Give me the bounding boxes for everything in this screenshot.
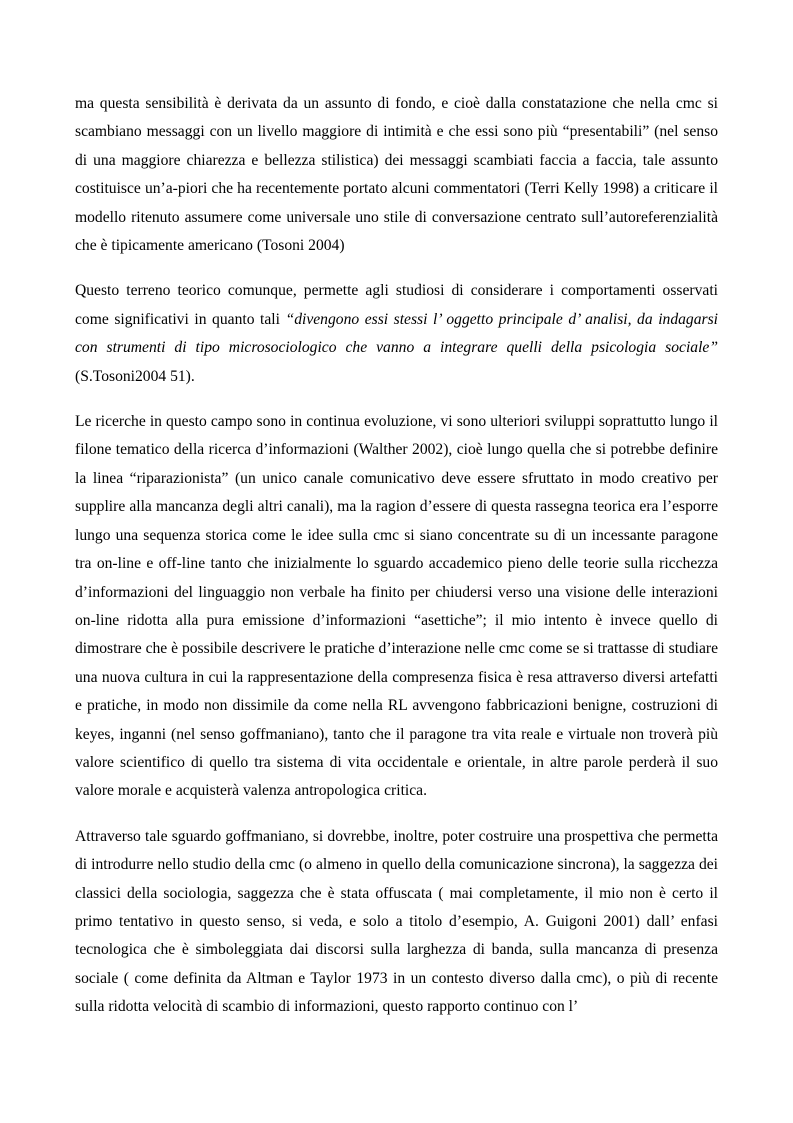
paragraph-2-citation: (S.Tosoni2004 51). xyxy=(75,367,195,385)
paragraph-4: Attraverso tale sguardo goffmaniano, si dovrebbe, inoltre, poter costruire una prospettiva che permetta di introdurre nello studio della cmc (o almeno in quello della comunicazione sincrona), la saggezza dei classici della sociologia, saggezza che è stata offuscata ( mai completamente, il mio non è certo il primo tentativo in questo senso, si veda, e solo a titolo d’esempio, A. Guigoni 2001) dall’ enfasi tecnologica che è simboleggiata dai discorsi sulla larghezza di banda, sulla mancanza di presenza sociale ( come definita da Altman e Taylor 1973 in un contesto diverso dalla cmc), o più di recente sulla ridotta velocità di scambio di informazioni, questo rapporto continuo con l’ xyxy=(75,827,718,1016)
paragraph-2 xyxy=(75,277,718,391)
document-page xyxy=(75,90,718,1039)
paragraph-2-quote: “divengono essi stessi l’ oggetto principale d’ analisi, da indagarsi con strumenti di tipo microsociologico che vanno a integrare quelli della psicologia sociale” xyxy=(75,310,718,357)
paragraph-2-lead: Questo terreno teorico comunque, permette agli studiosi di considerare i comportamenti osservati come significativi in quanto tali xyxy=(75,282,718,328)
paragraph-3: Le ricerche in questo campo sono in continua evoluzione, vi sono ulteriori sviluppi soprattutto lungo il filone tematico della ricerca d’informazioni (Walther 2002), cioè lungo quella che si potrebbe definire la linea “riparazionista” (un unico canale comunicativo deve essere sfruttato in modo creativo per supplire alla mancanza degli altri canali), ma la ragion d’essere di questa rassegna teorica era l’esporre lungo una sequenza storica come le idee sulla cmc si siano concentrate su di un incessante paragone tra on-line e off-line tanto che inizialmente lo sguardo accademico pieno delle teorie sulla ricchezza d’informazioni del linguaggio non verbale ha finito per chiudersi verso una visione delle interazioni on-line ridotta alla pura emissione d’informazioni “asettiche”; il mio intento è invece quello di dimostrare che è possibile descrivere le pratiche d’interazione nelle cmc come se si trattasse di studiare una nuova cultura in cui la rappresentazione della compresenza fisica è resa attraverso diversi artefatti e pratiche, in modo non dissimile da come nella RL avvengono fabbricazioni benigne, costruzioni di keyes, inganni (nel senso goffmaniano), tanto che il paragone tra vita reale e virtuale non troverà più valore scientifico di quello tra sistema di vita occidentale e orientale, in altre parole perderà il suo valore morale e acquisterà valenza antropologica critica. xyxy=(75,413,718,800)
paragraph-1: ma questa sensibilità è derivata da un assunto di fondo, e cioè dalla constatazione che nella cmc si scambiano messaggi con un livello maggiore di intimità e che essi sono più “presentabili” (nel senso di una maggiore chiarezza e bellezza stilistica) dei messaggi scambiati faccia a faccia, tale assunto costituisce un’a-piori che ha recentemente portato alcuni commentatori (Terri Kelly 1998) a criticare il modello ritenuto assumere come universale uno stile di conversazione centrato sull’autoreferenzialità che è tipicamente americano (Tosoni 2004) xyxy=(75,95,718,255)
